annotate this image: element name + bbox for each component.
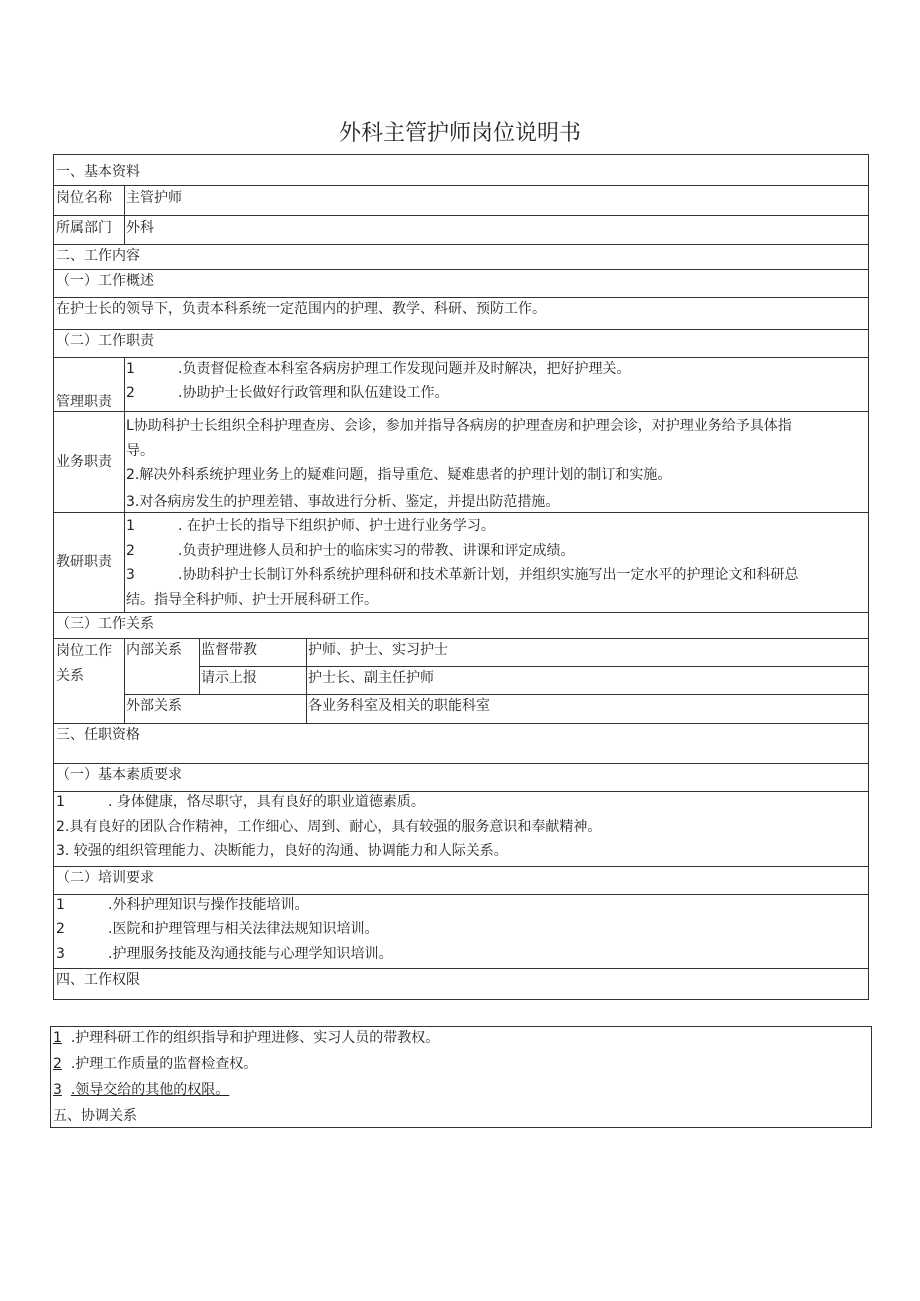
- training-item: 2 .医院和护理管理与相关法律法规知识培训。: [56, 921, 379, 937]
- relations-label-2: 关系: [56, 668, 84, 684]
- external-relations-value: 各业务科室及相关的职能科室: [308, 698, 490, 714]
- business-duty-line: 导。: [126, 443, 154, 459]
- authority-item: 1 .护理科研工作的组织指导和护理进修、实习人员的带教权。: [53, 1030, 440, 1046]
- business-duty-line: 2.解决外科系统护理业务上的疑难问题，指导重危、疑难患者的护理计划的制订和实施。: [126, 467, 672, 483]
- coordination-heading: 五、协调关系: [53, 1108, 137, 1124]
- business-duties-label: 业务职责: [56, 454, 112, 470]
- teaching-duty-item: 2 .负责护理进修人员和护士的临床实习的带教、讲课和评定成绩。: [126, 543, 575, 559]
- supervise-value: 护师、护士、实习护士: [308, 642, 448, 658]
- section-basic-info-heading: 一、基本资料: [56, 164, 140, 180]
- basic-quality-item: 2.具有良好的团队合作精神，工作细心、周到、耐心，具有较强的服务意识和奉献精神。: [56, 819, 602, 835]
- department-value: 外科: [126, 220, 154, 236]
- department-label: 所属部门: [56, 220, 112, 236]
- teaching-duty-continuation: 结。指导全科护师、护士开展科研工作。: [126, 592, 378, 608]
- relations-label: 岗位工作: [56, 643, 112, 659]
- teaching-duty-item: 3 .协助科护士长制订外科系统护理科研和技术革新计划，并组织实施写出一定水平的护理论文和科研总: [126, 567, 799, 583]
- training-heading: （二）培训要求: [56, 870, 154, 886]
- basic-quality-item: 1 . 身体健康，恪尽职守，具有良好的职业道德素质。: [56, 794, 425, 810]
- management-duty-item: 2 .协助护士长做好行政管理和队伍建设工作。: [126, 385, 449, 401]
- teaching-research-label: 教研职责: [56, 554, 112, 570]
- management-duty-item: 1 .负责督促检查本科室各病房护理工作发现问题并及时解决，把好护理关。: [126, 361, 631, 377]
- report-value: 护士长、副主任护师: [308, 670, 434, 686]
- business-duty-line: L协助科护士长组织全科护理查房、会诊，参加并指导各病房的护理查房和护理会诊，对护理业务给予具体指: [126, 418, 792, 434]
- overview-heading: （一）工作概述: [56, 273, 154, 289]
- basic-quality-heading: （一）基本素质要求: [56, 767, 182, 783]
- authority-heading: 四、工作权限: [56, 972, 140, 988]
- supervise-label: 监督带教: [201, 642, 257, 658]
- business-duty-line: 3.对各病房发生的护理差错、事故进行分析、鉴定，并提出防范措施。: [126, 494, 560, 510]
- training-item: 1 .外科护理知识与操作技能培训。: [56, 897, 309, 913]
- job-description-table: [53, 154, 869, 1000]
- internal-relations-label: 内部关系: [126, 642, 182, 658]
- teaching-duty-item: 1 . 在护士长的指导下组织护师、护士进行业务学习。: [126, 518, 495, 534]
- position-name-value: 主管护师: [126, 190, 182, 206]
- section-work-content-heading: 二、工作内容: [56, 248, 140, 264]
- qualifications-heading: 三、任职资格: [56, 727, 140, 743]
- relations-heading: （三）工作关系: [56, 616, 154, 632]
- management-duties-label: 管理职责: [56, 394, 112, 410]
- report-label: 请示上报: [201, 670, 257, 686]
- document-title: 外科主管护师岗位说明书: [338, 121, 581, 146]
- overview-text: 在护士长的领导下，负责本科系统一定范围内的护理、教学、科研、预防工作。: [56, 301, 546, 317]
- external-relations-label: 外部关系: [126, 698, 182, 714]
- position-name-label: 岗位名称: [56, 190, 112, 206]
- basic-quality-item: 3. 较强的组织管理能力、决断能力，良好的沟通、协调能力和人际关系。: [56, 843, 508, 859]
- authority-table: [50, 1026, 872, 1128]
- authority-item: 2 .护理工作质量的监督检查权。: [53, 1056, 258, 1072]
- authority-item: 3 .领导交给的其他的权限。: [53, 1082, 230, 1098]
- training-item: 3 .护理服务技能及沟通技能与心理学知识培训。: [56, 946, 393, 962]
- duties-heading: （二）工作职责: [56, 333, 154, 349]
